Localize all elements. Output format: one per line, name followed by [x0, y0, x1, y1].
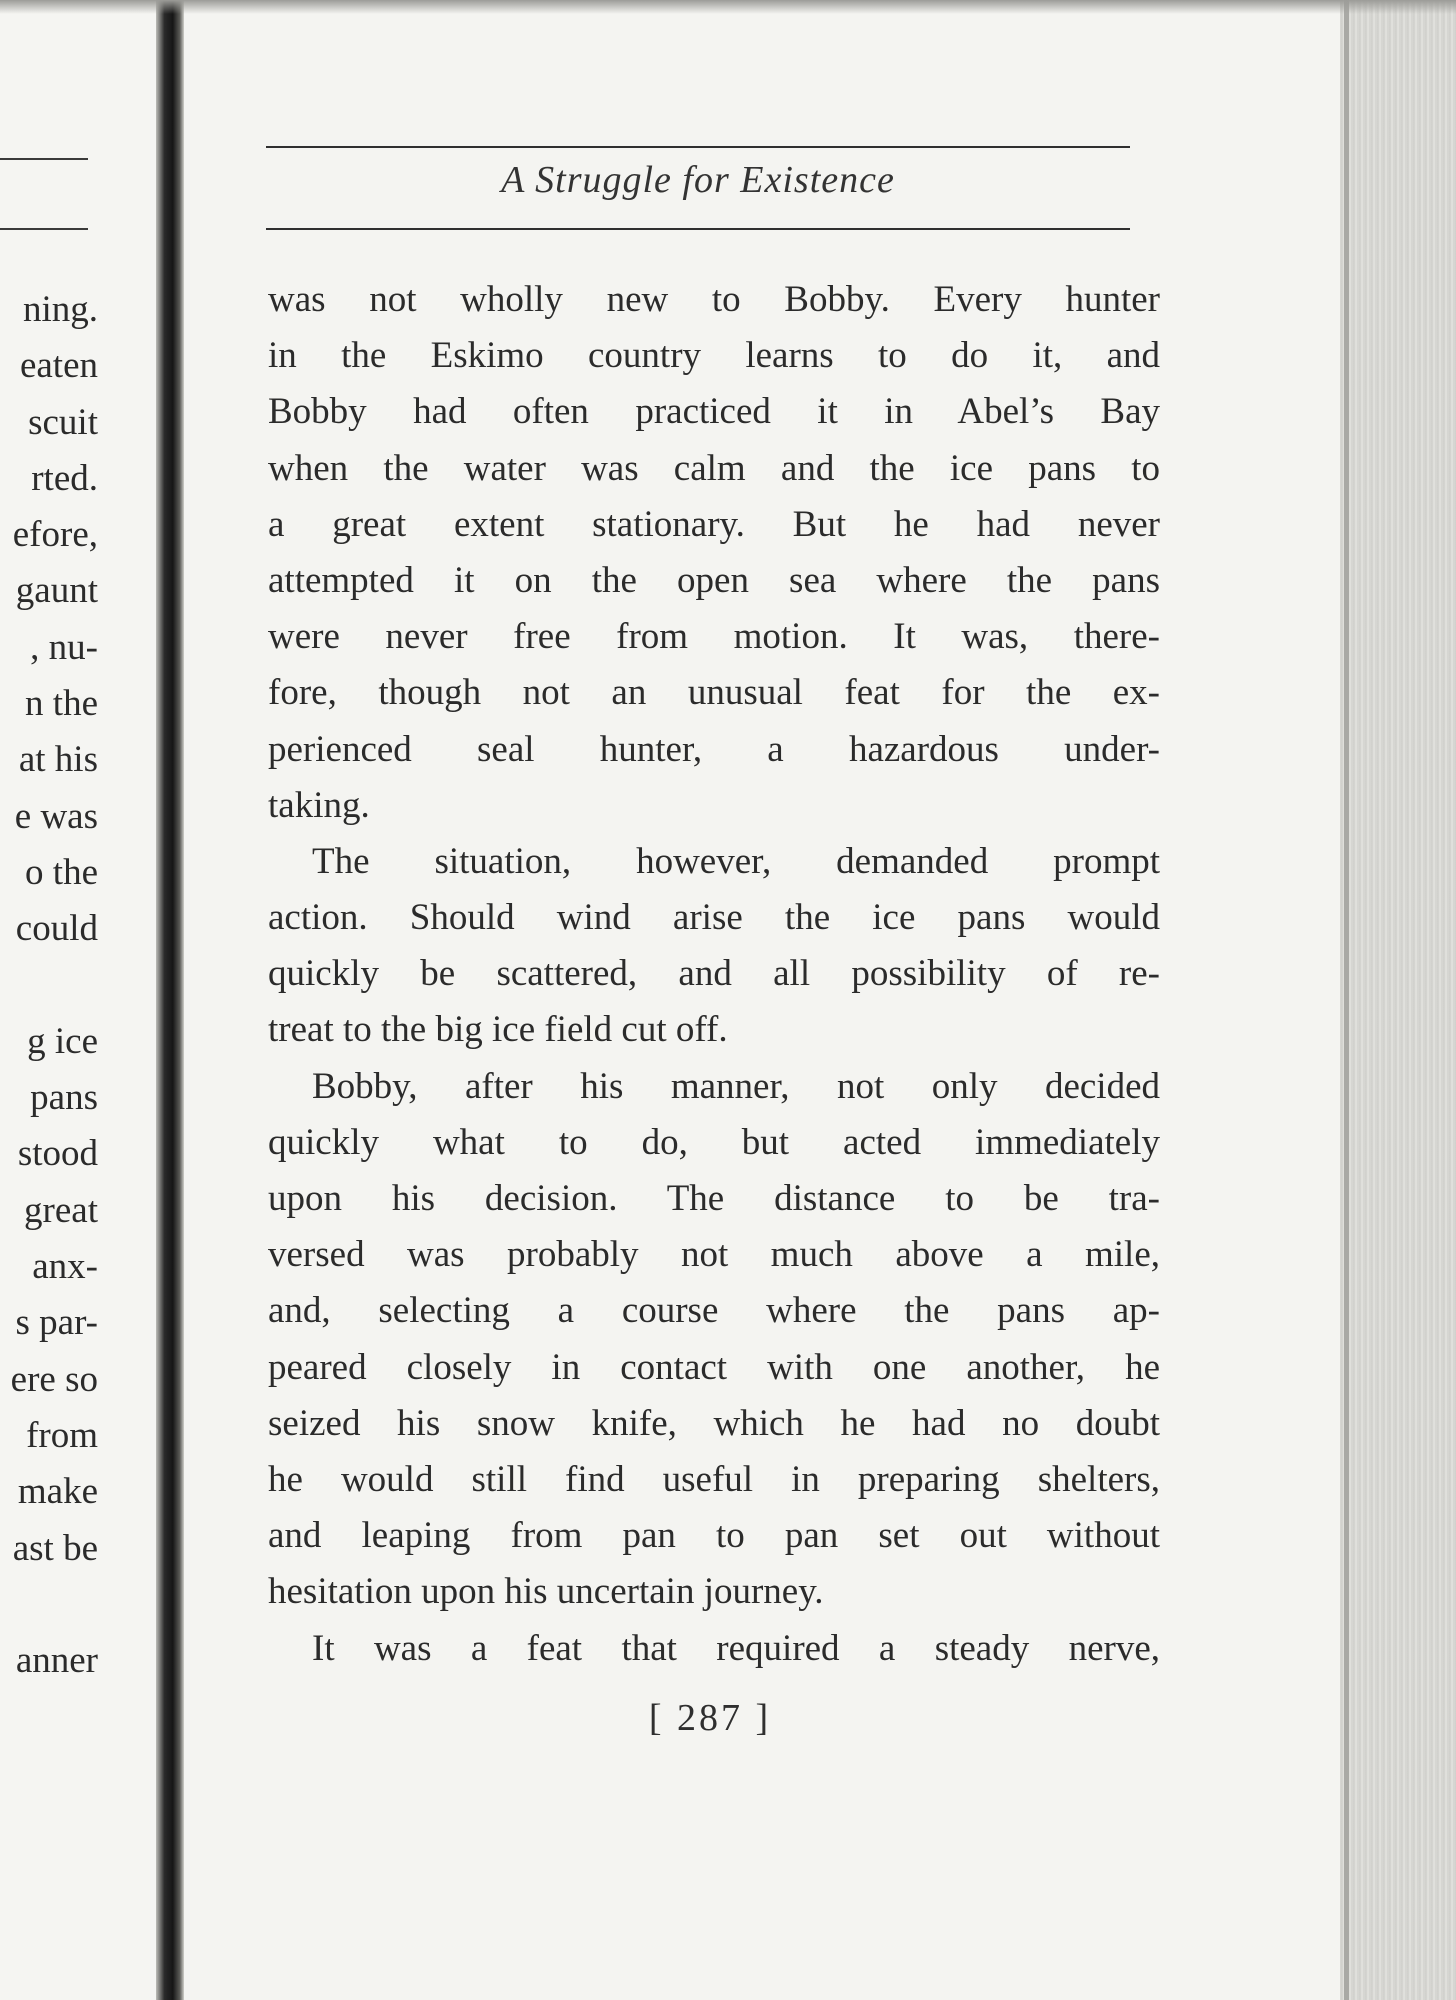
left-text-line: at his — [18, 739, 98, 781]
text-line: and, selecting a course where the pans ap- — [268, 1290, 1160, 1332]
text-line: taking. — [268, 784, 370, 826]
text-line: treat to the big ice field cut off. — [268, 1009, 728, 1051]
top-shadow — [0, 0, 1456, 14]
left-text-line: efore, — [12, 514, 98, 556]
left-text-line: g ice — [27, 1020, 98, 1062]
body-text — [268, 272, 1160, 1677]
left-text-line: anner — [15, 1640, 98, 1682]
left-text-line: e was — [14, 795, 98, 837]
text-line: Bobby had often practiced it in Abel’s Bay — [268, 391, 1160, 433]
left-text-line: , nu- — [30, 626, 98, 668]
text-line: quickly what to do, but acted immediately — [268, 1121, 1160, 1163]
text-line: versed was probably not much above a mile, — [268, 1234, 1160, 1276]
left-text-line: scuit — [28, 401, 98, 443]
left-text-line: gaunt — [15, 570, 98, 612]
book-spine-gutter — [156, 0, 184, 2000]
text-line: Bobby, after his manner, not only decided — [312, 1065, 1160, 1107]
text-line: seized his snow knife, which he had no doubt — [268, 1402, 1160, 1444]
left-page-fragment — [0, 0, 160, 2000]
text-line: It was a feat that required a steady nerve, — [312, 1627, 1160, 1669]
text-line: quickly be scattered, and all possibility of re- — [268, 953, 1160, 995]
left-text-line: from — [26, 1414, 98, 1456]
text-line: he would still find useful in preparing shelters, — [268, 1458, 1160, 1500]
left-page-text — [11, 282, 98, 1689]
header-rule-top — [266, 146, 1130, 148]
page-edges — [1340, 0, 1456, 2000]
left-text-line: make — [17, 1471, 98, 1513]
left-text-line: pans — [30, 1077, 98, 1119]
text-line: and leaping from pan to pan set out without — [268, 1515, 1160, 1557]
text-line: fore, though not an unusual feat for the ex- — [268, 672, 1160, 714]
left-text-line: o the — [25, 851, 98, 893]
left-text-line: anx- — [32, 1246, 98, 1288]
text-line: hesitation upon his uncertain journey. — [268, 1571, 824, 1613]
left-header-rule-top — [0, 158, 88, 160]
text-line: upon his decision. The distance to be tra- — [268, 1178, 1160, 1219]
left-text-line: could — [15, 908, 98, 950]
text-line: was not wholly new to Bobby. Every hunter — [268, 279, 1160, 320]
text-line: were never free from motion. It was, there- — [268, 616, 1160, 658]
page-number: [ 287 ] — [648, 1697, 772, 1739]
text-line: action. Should wind arise the ice pans would — [268, 897, 1160, 939]
header-rule-bottom — [266, 228, 1130, 230]
text-line: peared closely in contact with one another, he — [268, 1346, 1160, 1388]
running-head: A Struggle for Existence — [501, 159, 895, 201]
text-line: in the Eskimo country learns to do it, and — [268, 335, 1160, 377]
text-line: The situation, however, demanded prompt — [312, 840, 1160, 882]
text-line: attempted it on the open sea where the pans — [268, 559, 1160, 601]
left-text-line: great — [24, 1189, 98, 1231]
left-text-line: stood — [17, 1133, 98, 1175]
left-text-line: rted. — [31, 457, 98, 499]
left-text-line — [11, 1577, 98, 1633]
left-text-line: ast be — [12, 1527, 98, 1569]
page-edge-shadow — [1344, 0, 1349, 2000]
left-text-line: n the — [25, 683, 98, 725]
text-line: when the water was calm and the ice pans to — [268, 447, 1160, 489]
left-text-line — [11, 958, 98, 1014]
left-header-rule-bottom — [0, 228, 88, 230]
left-text-line: eaten — [19, 345, 98, 387]
text-line: a great extent stationary. But he had never — [268, 503, 1160, 545]
text-line: perienced seal hunter, a hazardous under- — [268, 728, 1160, 770]
left-text-line: ning. — [22, 289, 98, 330]
left-text-line: ere so — [10, 1358, 98, 1400]
left-text-line: s par- — [15, 1302, 98, 1344]
